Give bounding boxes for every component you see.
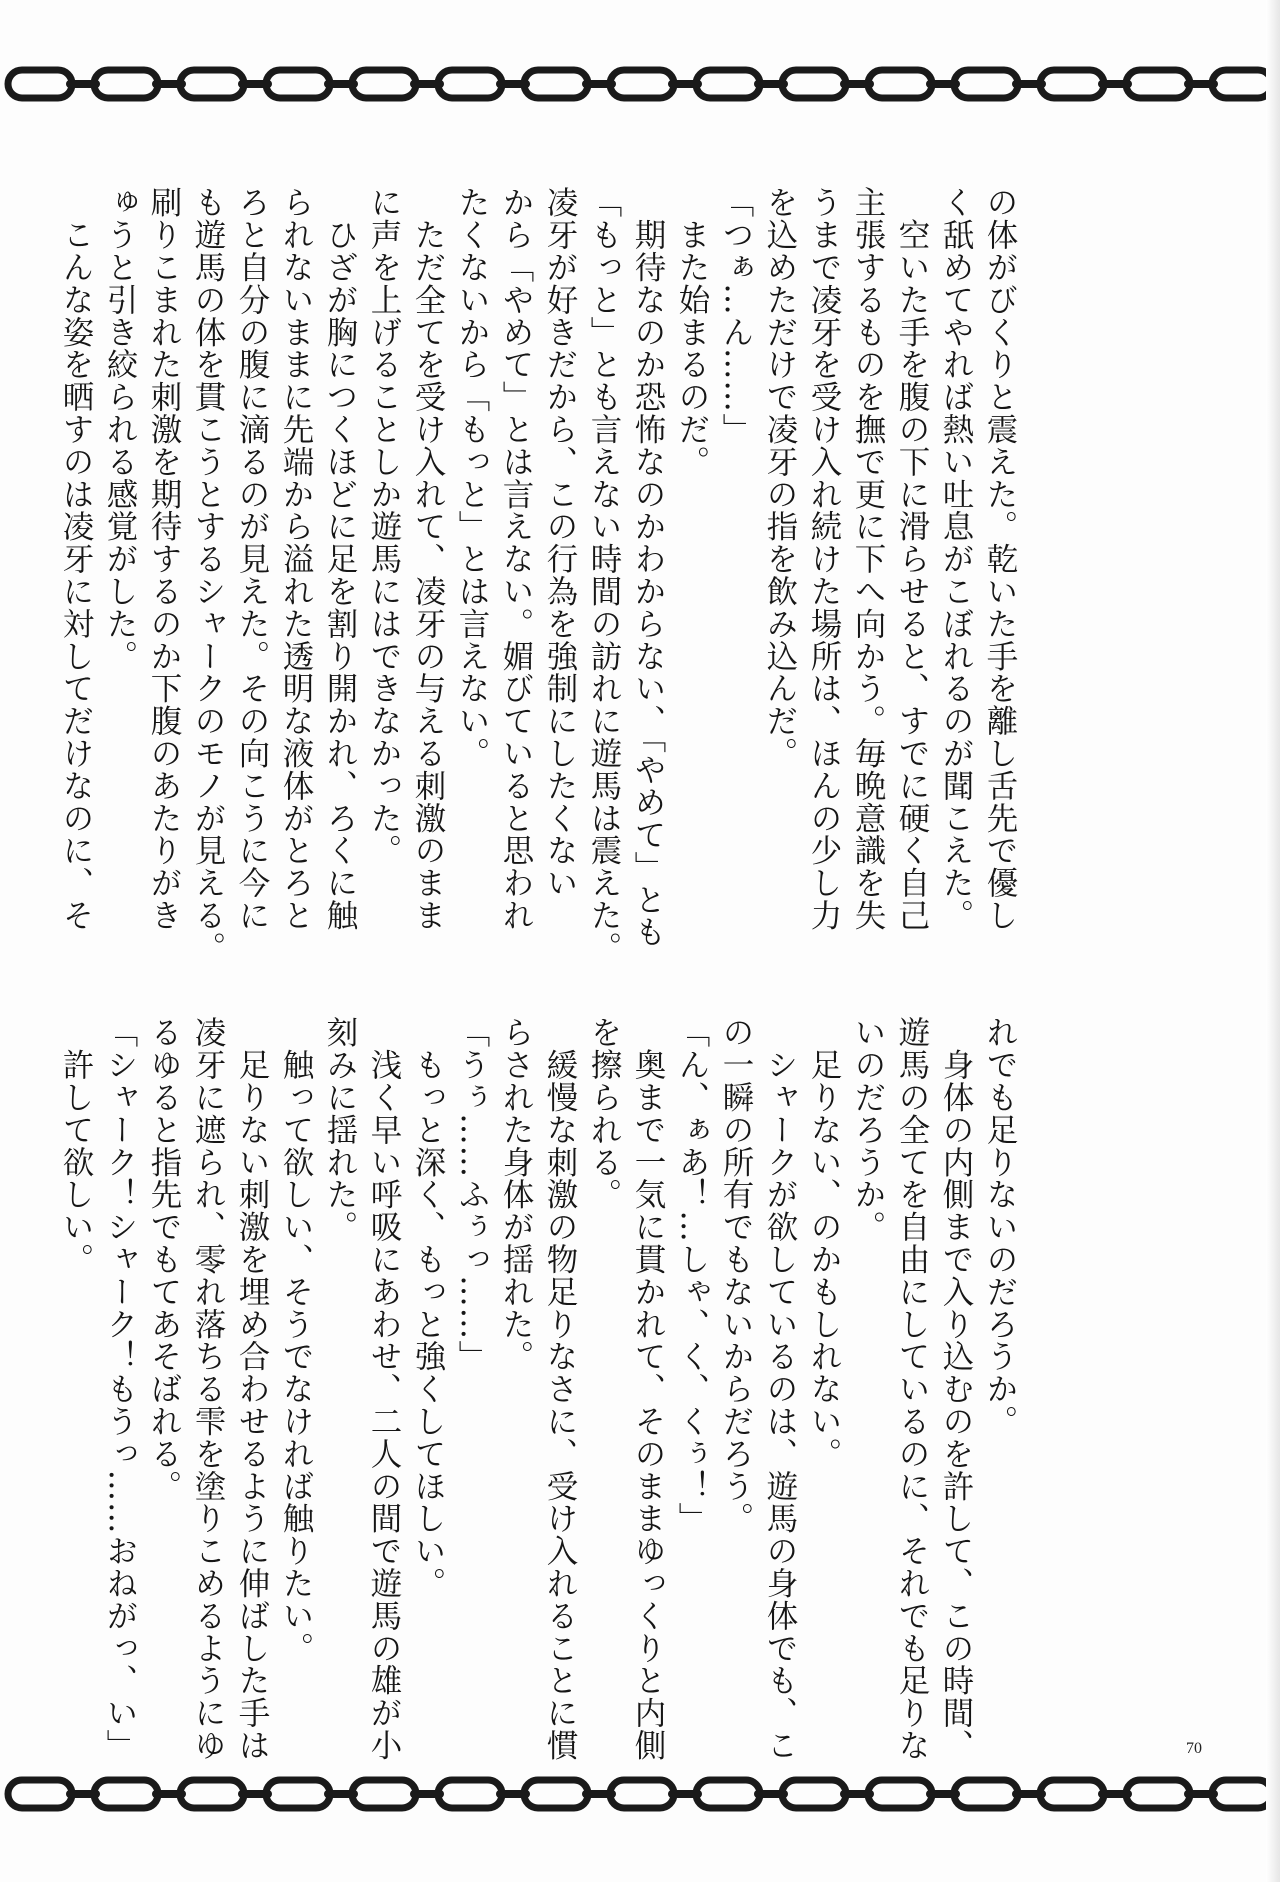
text-line: 「もっと」とも言えない時間の訪れに遊馬は震えた。 (586, 186, 622, 964)
text-line: また始まるのだ。 (674, 186, 710, 478)
text-line: を擦られる。 (586, 1016, 622, 1211)
text-line: 緩慢な刺激の物足りなさに、受け入れることに慣 (542, 1016, 578, 1762)
text-line: 奥まで一気に貫かれて、そのままゆっくりと内側 (630, 1016, 666, 1762)
text-line: ただ全てを受け入れて、凌牙の与える刺激のまま (410, 186, 446, 932)
text-line: 触って欲しい、そうでなければ触りたい。 (278, 1016, 314, 1664)
page-edge-shadow (1266, 0, 1280, 1882)
text-line: を込めただけで凌牙の指を飲み込んだ。 (762, 186, 798, 770)
text-line: 浅く早い呼吸にあわせ、二人の間で遊馬の雄が小 (366, 1016, 402, 1762)
text-line: の体がびくりと震えた。乾いた手を離し舌先で優し (982, 186, 1018, 932)
text-line: 許して欲しい。 (58, 1016, 94, 1276)
text-line: 「つぁ…ん……」 (718, 186, 754, 446)
text-line: いのだろうか。 (850, 1016, 886, 1243)
chain-border-top (0, 64, 1280, 104)
text-line: ひざが胸につくほどに足を割り開かれ、ろくに触 (322, 186, 358, 932)
text-line: うまで凌牙を受け入れ続けた場所は、ほんの少し力 (806, 186, 842, 932)
text-line: 期待なのか恐怖なのかわからない、「やめて」とも (630, 186, 666, 948)
text-line: 凌牙に遮られ、零れ落ちる雫を塗りこめるようにゆ (190, 1016, 226, 1762)
text-line: こんな姿を晒すのは凌牙に対してだけなのに、そ (58, 186, 94, 932)
text-line: たくないから「もっと」とは言えない。 (454, 186, 490, 770)
text-line: 凌牙が好きだから、この行為を強制にしたくない (542, 186, 578, 899)
text-line: 主張するものを撫で更に下へ向かう。毎晩意識を失 (850, 186, 886, 932)
text-line: 足りない、のかもしれない。 (806, 1016, 842, 1470)
text-block-bottom (54, 1016, 1022, 1776)
text-line: ろと自分の腹に滴るのが見えた。その向こうに今に (234, 186, 270, 932)
text-line: れでも足りないのだろうか。 (982, 1016, 1018, 1438)
text-line: 「ん、ぁあ！…しゃ、く、くぅ！」 (674, 1016, 710, 1535)
text-line: に声を上げることしか遊馬にはできなかった。 (366, 186, 402, 867)
text-line: 刷りこまれた刺激を期待するのか下腹のあたりがき (146, 186, 182, 932)
text-line: く舐めてやれば熱い吐息がこぼれるのが聞こえた。 (938, 186, 974, 932)
text-line: シャークが欲しているのは、遊馬の身体でも、こ (762, 1016, 798, 1762)
text-line: 刻みに揺れた。 (322, 1016, 358, 1243)
text-line: 足りない刺激を埋め合わせるように伸ばした手は (234, 1016, 270, 1762)
text-line: るゆると指先でもてあそばれる。 (146, 1016, 182, 1502)
text-line: もっと深く、もっと強くしてほしい。 (410, 1016, 446, 1600)
text-line: ゅうと引き絞られる感覚がした。 (102, 186, 138, 672)
text-line: 遊馬の全てを自由にしているのに、それでも足りな (894, 1016, 930, 1762)
text-block-top (54, 186, 1022, 964)
text-line: も遊馬の体を貫こうとするシャークのモノが見える。 (190, 186, 226, 964)
text-line: 「シャーク！シャーク！もうっ……おねがっ、い」 (102, 1016, 138, 1762)
text-line: らされた身体が揺れた。 (498, 1016, 534, 1373)
text-line: 空いた手を腹の下に滑らせると、すでに硬く自己 (894, 186, 930, 932)
text-line: の一瞬の所有でもないからだろう。 (718, 1016, 754, 1535)
chain-border-bottom (0, 1774, 1280, 1814)
page-number: 70 (1186, 1740, 1202, 1757)
text-line: 「うぅ……ふぅっ……」 (454, 1016, 490, 1373)
text-line: られないままに先端から溢れた透明な液体がとろと (278, 186, 314, 932)
text-line: から「やめて」とは言えない。媚びていると思われ (498, 186, 534, 932)
text-line: 身体の内側まで入り込むのを許して、この時間、 (938, 1016, 974, 1762)
